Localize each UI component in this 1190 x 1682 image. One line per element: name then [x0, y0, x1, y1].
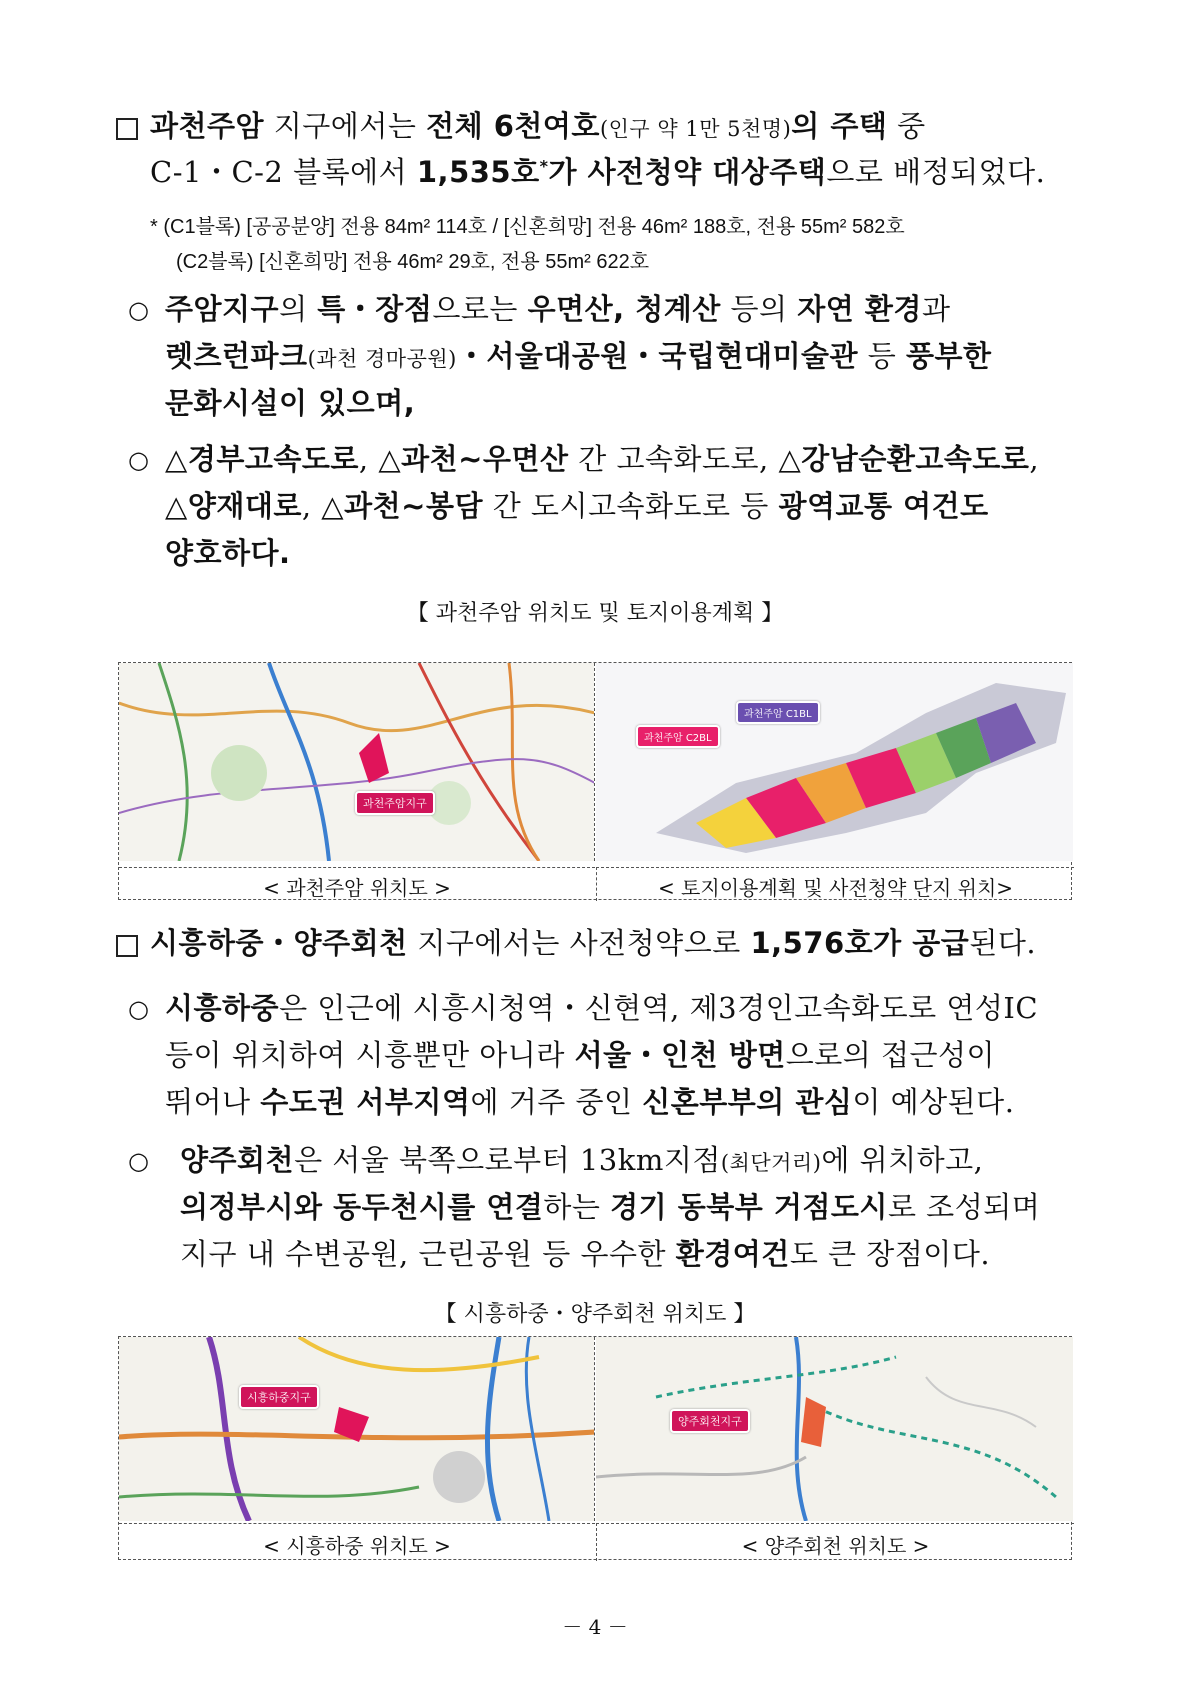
- section2-para1-line2: 등이 위치하여 시흥뿐만 아니라 서울・인천 방면으로의 접근성이: [165, 1038, 996, 1072]
- land-use-plan: [596, 663, 1073, 861]
- section1-para1-line3: 문화시설이 있으며,: [165, 386, 416, 420]
- section2-para1-line3: 뛰어나 수도권 서부지역에 거주 중인 신혼부부의 관심이 예상된다.: [165, 1085, 1015, 1119]
- section2-para2-line2: 의정부시와 동두천시를 연결하는 경기 동북부 거점도시로 조성되며: [180, 1190, 1041, 1224]
- section1-para2-line2: △양재대로, △과천~봉담 간 도시고속화도로 등 광역교통 여건도: [165, 489, 989, 523]
- section1-line1: 과천주암 지구에서는 전체 6천여호(인구 약 1만 5천명)의 주택 중: [150, 109, 926, 143]
- figure2-title: 【 시흥하중・양주회천 위치도 】: [434, 1302, 756, 1327]
- map-pin-gwacheon-juam: 과천주암지구: [355, 791, 435, 815]
- plan-tag-c2: 과천주암 C2BL: [636, 725, 720, 748]
- map-image: [119, 663, 595, 861]
- circle-bullet: ○: [128, 995, 149, 1023]
- figure1-title: 【 과천주암 위치도 및 토지이용계획 】: [406, 601, 784, 626]
- figure2-frame: [118, 1336, 1072, 1560]
- figure1-left-caption: < 과천주암 위치도 >: [119, 867, 595, 901]
- figure1-frame: [118, 662, 1072, 900]
- map-pin-yangju-hoecheon: 양주회천지구: [670, 1409, 750, 1433]
- section2-line1: 시흥하중・양주회천 지구에서는 사전청약으로 1,576호가 공급된다.: [150, 926, 1037, 960]
- plan-image: [596, 663, 1073, 861]
- circle-bullet: ○: [128, 296, 149, 324]
- figure2-left-caption: < 시흥하중 위치도 >: [119, 1523, 595, 1559]
- section1-para2-line1: △경부고속도로, △과천~우면산 간 고속화도로, △강남순환고속도로,: [165, 442, 1040, 476]
- siheung-hajung-map: [119, 1337, 595, 1521]
- figure1-right-caption: < 토지이용계획 및 사전청약 단지 위치>: [596, 867, 1074, 901]
- section1-para2-line3: 양호하다.: [165, 536, 291, 570]
- section2-para1-line1: 시흥하중은 인근에 시흥시청역・신현역, 제3경인고속화도로 연성IC: [165, 991, 1039, 1025]
- footnote-c2: (C2블록) [신혼희망] 전용 46m² 29호, 전용 55m² 622호: [176, 251, 650, 273]
- section2-para2-line1: 양주회천은 서울 북쪽으로부터 13km지점(최단거리)에 위치하고,: [180, 1143, 984, 1177]
- figure2-right-caption: < 양주회천 위치도 >: [596, 1523, 1074, 1561]
- map-pin-siheung-hajung: 시흥하중지구: [239, 1385, 319, 1409]
- section1-para1-line2: 렛츠런파크(과천 경마공원)・서울대공원・국립현대미술관 등 풍부한: [165, 339, 992, 373]
- circle-bullet: ○: [128, 446, 149, 474]
- section1-square-bullet: [116, 118, 138, 140]
- section1-para1-line1: 주암지구의 특・장점으로는 우면산, 청계산 등의 자연 환경과: [165, 292, 951, 326]
- plan-tag-c1: 과천주암 C1BL: [736, 701, 820, 724]
- gwacheon-location-map: [119, 663, 595, 861]
- footnote-c1: * (C1블록) [공공분양] 전용 84m² 114호 / [신혼희망] 전용 46m² 188호, 전용 55m² 582호: [150, 216, 905, 238]
- map-image: [119, 1337, 595, 1521]
- map-image: [596, 1337, 1073, 1521]
- section2-para2-line3: 지구 내 수변공원, 근린공원 등 우수한 환경여건도 큰 장점이다.: [180, 1237, 991, 1271]
- page-number: － 4 －: [562, 1615, 628, 1639]
- circle-bullet: ○: [128, 1147, 149, 1175]
- section1-line2: C-1・C-2 블록에서 1,535호*가 사전청약 대상주택으로 배정되었다.: [150, 155, 1046, 189]
- yangju-hoecheon-map: [596, 1337, 1073, 1521]
- section2-square-bullet: [116, 935, 138, 957]
